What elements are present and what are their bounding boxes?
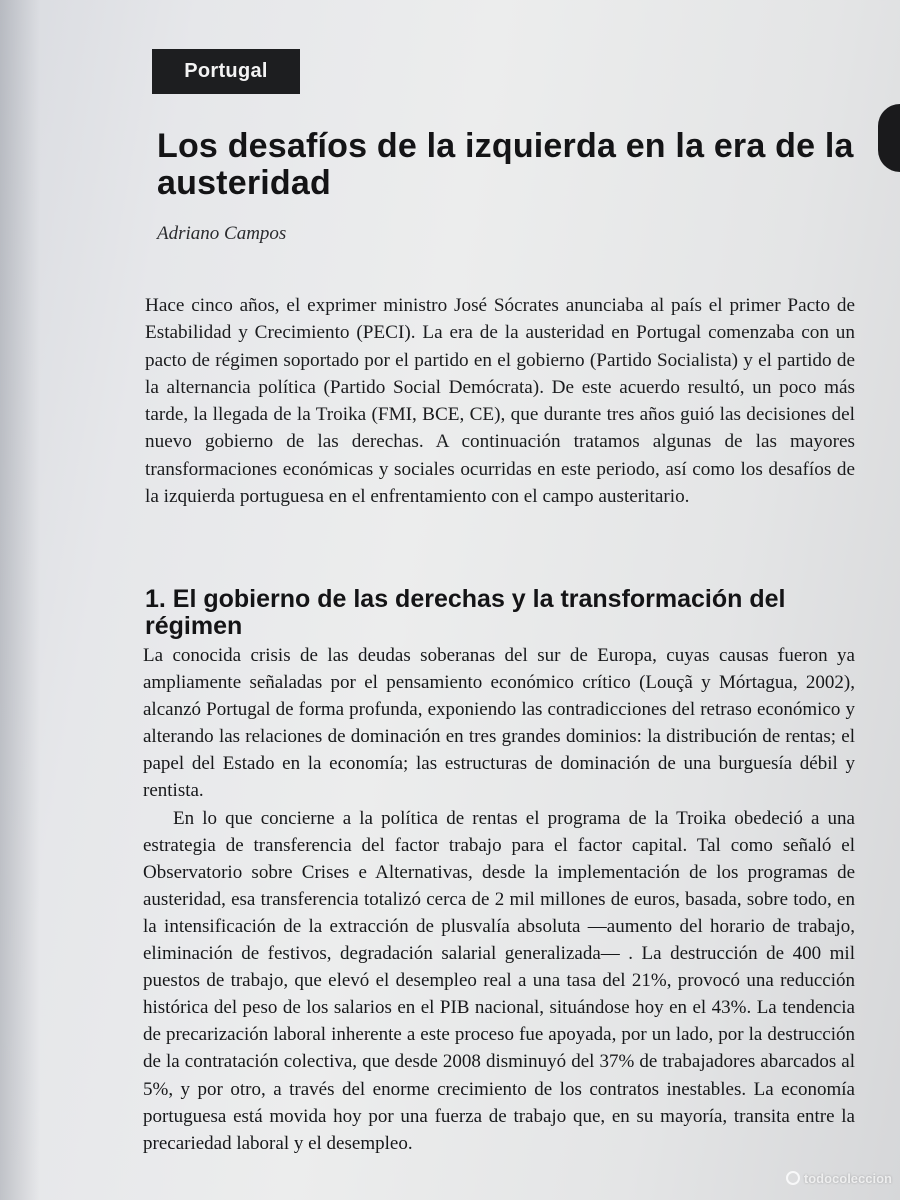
body-paragraph: En lo que concierne a la política de rentas el programa de la Troika obedeció a una estrategia de transferencia del factor trabajo para el factor capital. Tal como señaló el Observatorio sobre Crises e Alternativas, desde la implementación de los programas de austeridad, esa transferencia totalizó cerca de 2 mil millones de euros, basada, sobre todo, en la intensificación de la extracción de plusvalía absoluta —aumento del horario de trabajo, eliminación de festivos, degradación salarial generalizada— . La destrucción de 400 mil puestos de trabajo, que elevó el desempleo real a una tasa del 21%, provocó una reducción histórica del peso de los salarios en el PIB nacional, situándose hoy en el 43%. La tendencia de precarización laboral inherente a este proceso fue apoyada, por un lado, por la destrucción de la contratación colectiva, que desde 2008 disminuyó del 37% de trabajadores abarcados al 5%, y por otro, a través del enorme crecimiento de los contratos inestables. La economía portuguesa está movida hoy por una fuerza de trabajo que, en su mayoría, transita entre la precariedad laboral y el desempleo.: [143, 807, 855, 1154]
thumb-index-tab: [878, 104, 900, 172]
article-title: Los desafíos de la izquierda en la era de la austeridad: [157, 127, 854, 202]
intro-paragraph: Hace cinco años, el exprimer ministro José Sócrates anunciaba al país el primer Pacto de Estabilidad y Crecimiento (PECI). La era de la austeridad en Portugal comenzaba con un pacto de régimen soportado por el partido en el gobierno (Partido Socialista) y el partido de la alternancia política (Partido Social Demócrata). De este acuerdo resultó, un poco más tarde, la llegada de la Troika (FMI, BCE, CE), que durante tres años guió las decisiones del nuevo gobierno de las derechas. A continuación tratamos algunas de las mayores transformaciones económicas y sociales ocurridas en este periodo, así como los desafíos de la izquierda portuguesa en el enfrentamiento con el campo austeritario.: [145, 295, 855, 508]
body-paragraph: La conocida crisis de las deudas soberanas del sur de Europa, cuyas causas fueron ya ampliamente señaladas por el pensamiento económico crítico (Louçã y Mórtagua, 2002), alcanzó Portugal de forma profunda, exponiendo las contradicciones del retraso económico y alterando las relaciones de dominación en tres grandes dominios: la distribución de rentas; el papel del Estado en la economía; las estructuras de dominación de una burguesía débil y rentista.: [143, 645, 855, 802]
page-edge-shadow: [0, 0, 40, 1200]
section-label: Portugal: [152, 49, 300, 94]
article-author: Adriano Campos: [157, 223, 287, 244]
section-heading: 1. El gobierno de las derechas y la transformación del régimen: [145, 585, 786, 640]
watermark: [786, 1171, 892, 1186]
watermark-text: todocoleccion: [803, 1171, 892, 1186]
watermark-logo-icon: [786, 1171, 800, 1185]
section-body: [143, 642, 855, 1157]
